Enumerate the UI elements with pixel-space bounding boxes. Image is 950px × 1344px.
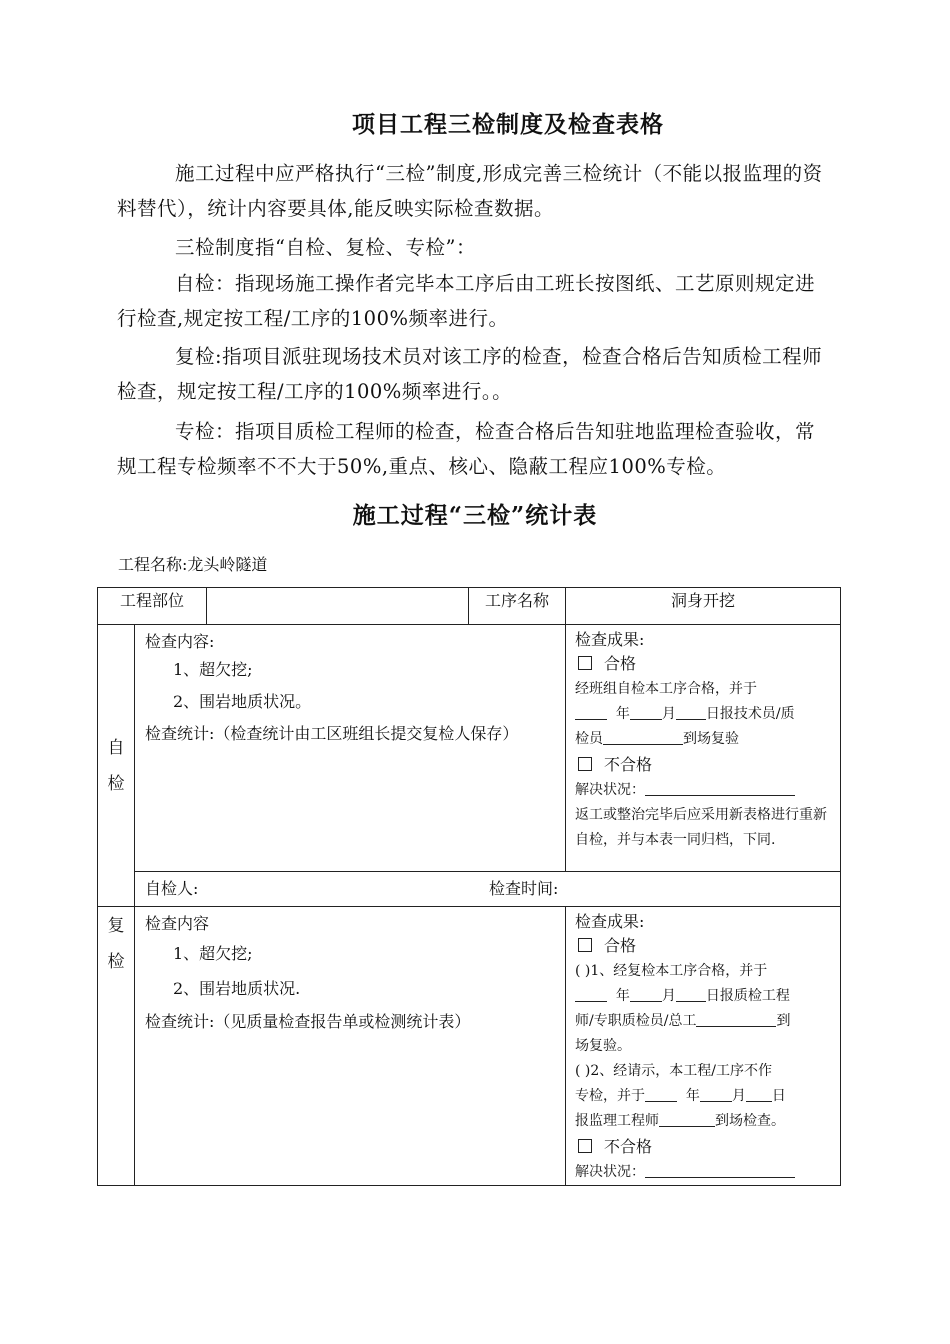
process-name-label: 工序名称: [469, 588, 566, 625]
self-check-result-title: 检查成果:: [575, 630, 645, 649]
sp-month-blank[interactable]: [700, 1085, 732, 1102]
report-tech-label: 日报技术员/质: [705, 706, 795, 722]
sp-year-label: 年: [685, 1088, 700, 1104]
paragraph-self-check: 自检：指现场施工操作者完毕本工序后由工班长按图纸、工艺原则规定进行检查,规定按工程/工序的100%频率进行。: [117, 272, 816, 330]
re-check-content-title: 检查内容: [145, 914, 210, 933]
re-month-blank[interactable]: [630, 985, 662, 1002]
re-check-item-1: 1、超欠挖;: [173, 944, 253, 963]
resolution-label: 解决状况：: [575, 782, 646, 798]
day-blank[interactable]: [676, 703, 706, 720]
re-month-label: 月: [661, 988, 676, 1004]
report-supervisor-label: 报监理工程师: [575, 1113, 660, 1129]
inspector-label: 检员: [575, 731, 604, 747]
re-check-result-title: 检查成果:: [575, 912, 645, 931]
self-check-item-2: 2、围岩地质状况。: [173, 692, 312, 711]
re-check-stats: 检查统计:（见质量检查报告单或检测统计表）: [145, 1012, 471, 1031]
to-site-label: 到: [776, 1013, 791, 1029]
re-resolution-label: 解决状况：: [575, 1164, 646, 1180]
process-name-value[interactable]: 洞身开挖: [566, 588, 841, 625]
self-check-stats: 检查统计:（检查统计由工区班组长提交复检人保存）: [145, 724, 519, 743]
sp-day-label: 日: [771, 1088, 786, 1104]
document-title: 项目工程三检制度及检查表格: [352, 111, 664, 138]
re-check-pass-label: 合格: [604, 936, 637, 955]
self-check-item-1: 1、超欠挖;: [173, 660, 253, 679]
re-check-pass-checkbox[interactable]: [578, 938, 592, 952]
re-resolution-blank[interactable]: [645, 1161, 795, 1178]
re-check-result-cell: [566, 907, 841, 1186]
paragraph-re-check: 复检:指项目派驻现场技术员对该工序的检查，检查合格后告知质检工程师检查，规定按工程/工序的100%频率进行。。: [117, 345, 823, 403]
self-check-signer-row: [98, 872, 841, 907]
project-name: 工程名称:龙头岭隧道: [118, 555, 268, 574]
self-check-side-label: 自 检: [98, 625, 135, 907]
self-check-content-title: 检查内容:: [145, 632, 215, 651]
supervisor-blank[interactable]: [659, 1110, 715, 1127]
self-check-result-cell: [566, 625, 841, 872]
qc-blank[interactable]: [696, 1010, 776, 1027]
paragraph-three-checks: 三检制度指“自检、复检、专检”：: [175, 236, 476, 259]
paragraph-special-check: 专检：指项目质检工程师的检查，检查合格后告知驻地监理检查验收，常规工程专检频率不不大于50%,重点、核心、隐蔽工程应100%专检。: [117, 420, 816, 478]
re-check-row: [98, 907, 841, 1186]
re-year-blank[interactable]: [575, 985, 607, 1002]
project-part-label: 工程部位: [98, 588, 207, 625]
to-recheck-label: 到场复验: [683, 731, 740, 747]
re-check-option-2: ( )2、经请示，本工程/工序不作: [575, 1063, 773, 1079]
report-qc-label: 日报质检工程: [705, 988, 790, 1004]
re-check-fail-label: 不合格: [604, 1137, 653, 1156]
month-blank[interactable]: [630, 703, 662, 720]
site-recheck-text: 场复验。: [575, 1038, 632, 1054]
self-check-pass-label: 合格: [604, 654, 637, 673]
sp-year-blank[interactable]: [645, 1085, 677, 1102]
re-check-fail-checkbox[interactable]: [578, 1139, 592, 1153]
inspector-blank[interactable]: [603, 728, 683, 745]
self-check-signer-cell: [135, 872, 841, 907]
year-label: 年: [615, 706, 630, 722]
table-header-row: [98, 588, 841, 625]
qc-roles-label: 师/专职质检员/总工: [575, 1013, 697, 1029]
self-check-time-label: 检查时间:: [489, 879, 559, 898]
self-check-pass-checkbox[interactable]: [578, 656, 592, 670]
month-label: 月: [661, 706, 676, 722]
re-check-side-label: 复 检: [98, 907, 135, 1186]
re-check-item-2: 2、围岩地质状况.: [173, 979, 301, 998]
re-day-blank[interactable]: [676, 985, 706, 1002]
to-site-check-label: 到场检查。: [715, 1113, 786, 1129]
paragraph-intro: 施工过程中应严格执行“三检”制度,形成完善三检统计（不能以报监理的资料替代），统计内容要具体,能反映实际检查数据。: [117, 162, 823, 220]
re-check-option-1: ( )1、经复检本工序合格，并于: [575, 963, 768, 979]
self-check-fail-checkbox[interactable]: [578, 757, 592, 771]
self-check-pass-text: 经班组自检本工序合格，并于: [575, 681, 758, 697]
self-check-row: [98, 625, 841, 872]
three-check-table: [97, 587, 841, 1186]
resolution-blank[interactable]: [645, 779, 795, 796]
sp-day-blank[interactable]: [746, 1085, 772, 1102]
year-blank[interactable]: [575, 703, 607, 720]
table-title: 施工过程“三检”统计表: [352, 502, 598, 529]
self-check-signer-label: 自检人:: [145, 879, 199, 898]
sp-month-label: 月: [731, 1088, 746, 1104]
re-check-content-cell: [135, 907, 566, 1186]
self-check-fail-label: 不合格: [604, 755, 653, 774]
rework-text: 返工或整治完毕后应采用新表格进行重新自检，并与本表一同归档，下同.: [575, 807, 828, 848]
project-part-value[interactable]: [207, 588, 469, 625]
special-check-label: 专检，并于: [575, 1088, 646, 1104]
re-year-label: 年: [615, 988, 630, 1004]
self-check-content-cell: [135, 625, 566, 872]
